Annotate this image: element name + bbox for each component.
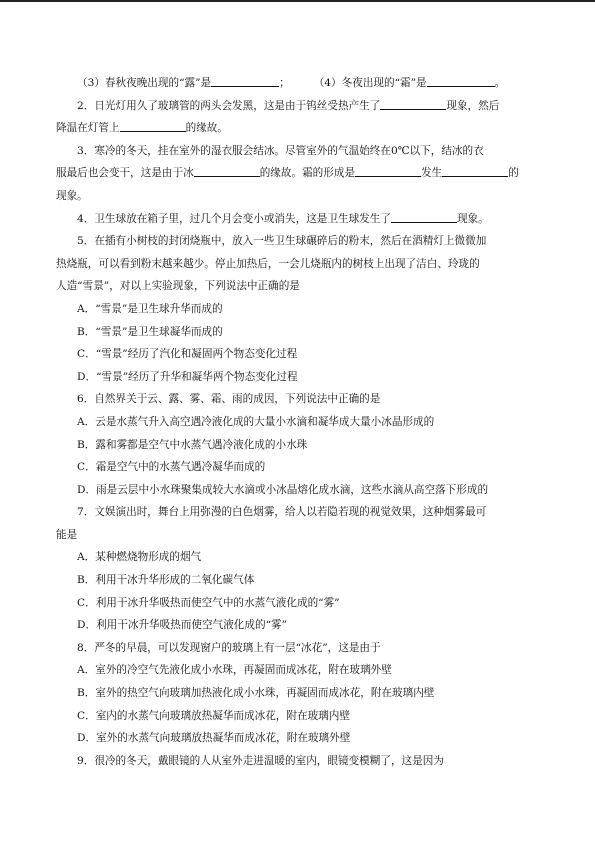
question-8-option-b[interactable]: B．室外的热空气向玻璃加热液化成小水珠，再凝固而成冰花，附在玻璃内壁 [77, 687, 435, 700]
text-span: 现象，然后 [446, 99, 500, 112]
question-5-option-d[interactable]: D．“雪景”经历了升华和凝华两个物态变化过程 [77, 370, 298, 383]
text-span: 。 [494, 77, 506, 89]
text-span: （3）春秋夜晚出现的“露”是 [77, 77, 212, 89]
question-7-stem-2: 能是 [56, 528, 78, 541]
question-7-option-a[interactable]: A．某种燃烧物形成的烟气 [77, 551, 202, 564]
question-8-option-c[interactable]: C．室内的水蒸气向玻璃放热凝华而成冰花，附在玻璃内壁 [77, 709, 350, 722]
question-6-option-d[interactable]: D．雨是云层中小水珠聚集成较大水滴或小冰晶熔化成水滴，这些水滴从高空落下形成的 [77, 483, 489, 496]
question-7-option-b[interactable]: B．利用干冰升华形成的二氧化碳气体 [77, 574, 255, 587]
question-8-option-d[interactable]: D．室外的水蒸气向玻璃放热凝华而成冰花，附在玻璃外壁 [77, 732, 351, 745]
answer-blank[interactable] [442, 164, 508, 177]
text-span: 现象。 [56, 189, 88, 202]
text-span: 2．日光灯用久了玻璃管的两头会发黑，这是由于钨丝受热产生了 [77, 99, 381, 112]
text-span: 降温在灯管上 [56, 122, 120, 135]
answer-blank[interactable] [194, 164, 260, 177]
question-5-stem-3: 人造“雪景”，对以上实验现象，下列说法中正确的是 [56, 280, 300, 293]
question-5-option-b[interactable]: B．“雪景”是卫生球凝华而成的 [77, 325, 223, 338]
question-7-option-c[interactable]: C．利用干冰升华吸热而使空气中的水蒸气液化成的“雾” [77, 596, 340, 609]
answer-blank[interactable] [211, 74, 279, 87]
question-7-option-d[interactable]: D．利用干冰升华吸热而使空气液化成的“雾” [77, 619, 288, 632]
text-span: （4）冬夜出现的“霜”是 [313, 77, 427, 89]
question-3-line-1 [56, 140, 540, 163]
answer-blank[interactable] [355, 164, 421, 177]
question-6-stem: 6．自然界关于云、露、雾、霜、雨的成因，下列说法中正确的是 [77, 393, 381, 406]
question-3-line-2 [56, 162, 540, 185]
text-span: 的缘故。霜的形成是 [259, 167, 356, 180]
text-span: 4．卫生球放在箱子里，过几个月会变小或消失，这是卫生球发生了 [77, 212, 391, 225]
header-rule [0, 0, 595, 2]
answer-blank[interactable] [391, 210, 457, 223]
question-3-line-3 [56, 185, 540, 208]
text-span: 的缘故。 [185, 122, 228, 135]
question-5-stem-1: 5．在插有小树枝的封闭烧瓶中，放入一些卫生球碾碎后的粉末，然后在酒精灯上微微加 [77, 235, 487, 248]
text-span: 3．寒冷的冬天，挂在室外的湿衣服会结冰。尽管室外的气温始终在0℃以下，结冰的衣 [77, 144, 484, 157]
text-span: 发生 [421, 167, 443, 180]
answer-blank[interactable] [427, 74, 495, 87]
question-2-line-2 [56, 117, 540, 140]
question-6-option-c[interactable]: C．霜是空气中的水蒸气遇冷凝华而成的 [77, 461, 266, 474]
answer-blank[interactable] [380, 97, 446, 110]
question-9-stem: 9．很冷的冬天，戴眼镜的人从室外走进温暖的室内，眼镜变模糊了，这是因为 [77, 754, 444, 767]
question-8-stem: 8．严冬的早晨，可以发现窗户的玻璃上有一层“冰花”，这是由于 [77, 641, 381, 654]
question-4 [56, 208, 540, 231]
document-body [56, 72, 540, 772]
question-6-option-a[interactable]: A．云是水蒸气升入高空遇冷液化成的大量小水滴和凝华成大量小冰晶形成的 [77, 415, 435, 428]
text-span: 现象。 [456, 212, 489, 225]
text-span: 的 [508, 167, 519, 180]
question-7-stem-1: 7．文娱演出时，舞台上用弥漫的白色烟雾，给人以若隐若现的视觉效果，这种烟雾最可 [77, 506, 487, 519]
question-5-stem-2: 热烧瓶，可以看到粉末越来越少。停止加热后，一会儿烧瓶内的树枝上出现了洁白、玲珑的 [56, 257, 480, 270]
question-5-option-a[interactable]: A．“雪景”是卫生球升华而成的 [77, 302, 223, 315]
text-span: 服最后也会变干，这是由于冰 [56, 167, 194, 180]
text-span: ； [279, 77, 290, 89]
answer-blank[interactable] [120, 119, 186, 132]
question-5-option-c[interactable]: C．“雪景”经历了汽化和凝固两个物态变化过程 [77, 348, 298, 361]
question-1-parts-3-4 [56, 72, 540, 95]
question-6-option-b[interactable]: B．露和雾都是空气中水蒸气遇冷液化成的小水珠 [77, 438, 308, 451]
question-8-option-a[interactable]: A．室外的冷空气先液化成小水珠，再凝固而成冰花，附在玻璃外壁 [77, 664, 392, 677]
question-2-line-1 [56, 95, 540, 118]
